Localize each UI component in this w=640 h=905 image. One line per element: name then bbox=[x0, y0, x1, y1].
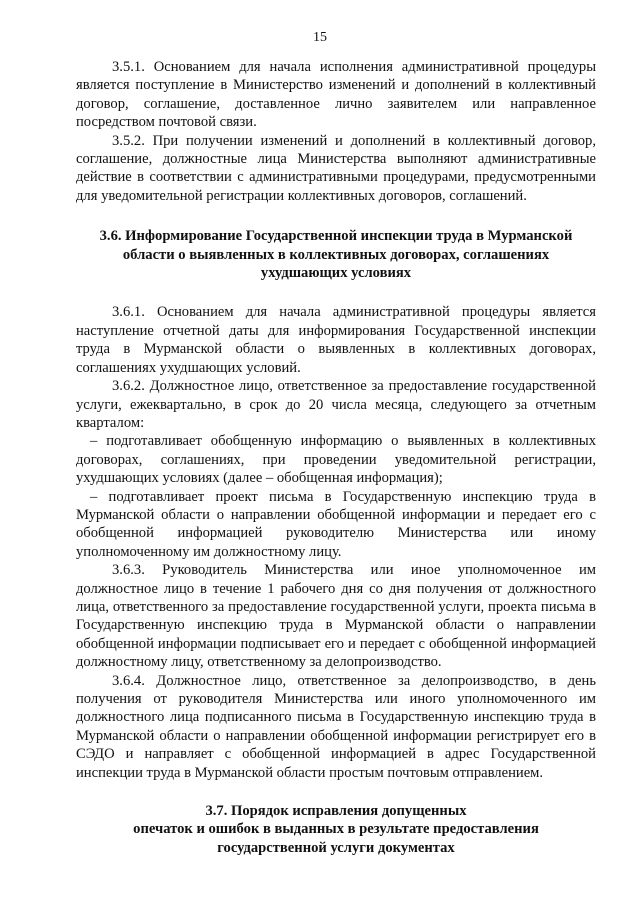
heading-line: ухудшающих условиях bbox=[260, 265, 412, 282]
paragraph-3-6-2: 3.6.2. Должностное лицо, ответственное за предоставление государственной услуги, ежеквартально, в срок до 20 числа месяца, следующего за отчетным кварталом: bbox=[76, 378, 596, 431]
heading-line: области о выявленных в коллективных договорах, соглашениях bbox=[122, 246, 550, 263]
page-number: 15 bbox=[313, 30, 327, 45]
document-body bbox=[76, 58, 596, 857]
heading-line: государственной услуги документах bbox=[217, 839, 455, 856]
paragraph-3-5-2: 3.5.2. При получении изменений и дополнений в коллективный договор, соглашение, должностные лица Министерства выполняют административные действие в соответствии с административными процедурами, предусмотренными для уведомительной регистрации коллективных договоров, соглашений. bbox=[76, 132, 596, 204]
section-heading-3-6 bbox=[76, 227, 596, 282]
paragraph-3-5-1: 3.5.1. Основанием для начала исполнения административной процедуры является поступление в Министерство изменений и дополнений в коллективный договор, соглашение, доставленное лично заявителем или направленное посредством почтовой связи. bbox=[76, 59, 596, 131]
list-item: – подготавливает проект письма в Государственную инспекцию труда в Мурманской области о направлении обобщенной информации и передает его с обобщенной информацией руководителю Министерства или иному уполномоченному им должностному лицу. bbox=[76, 488, 596, 560]
list-item: – подготавливает обобщенную информацию о выявленных в коллективных договорах, соглашениях, при проведении уведомительной регистрации, ухудшающих условиях (далее – обобщенная информация); bbox=[76, 433, 596, 487]
heading-line: 3.7. Порядок исправления допущенных bbox=[205, 803, 467, 820]
heading-line: 3.6. Информирование Государственной инспекции труда в Мурманской bbox=[99, 228, 573, 245]
section-heading-3-7 bbox=[76, 802, 596, 857]
heading-line: опечаток и ошибок в выданных в результате предоставления bbox=[133, 821, 539, 838]
paragraph-3-6-3: 3.6.3. Руководитель Министерства или иное уполномоченное им должностное лицо в течение 1 рабочего дня со дня получения от должностного лица, ответственного за предоставление государственной услуги, проекта письма в Государственную инспекцию труда в Мурманской области о направлении обобщенной информации подписывает его и передает с обобщенной информацией должностному лицу, ответственному за делопроизводство. bbox=[76, 562, 596, 671]
paragraph-3-6-4: 3.6.4. Должностное лицо, ответственное за делопроизводство, в день получения от руководителя Министерства или иного уполномоченного им должностного лица подписанного письма в Государственную инспекцию труда в Мурманской области о направлении обобщенной информации регистрирует его в СЭДО и направляет с обобщенной информацией в адрес Государственной инспекции труда в Мурманской области простым почтовым отправлением. bbox=[76, 672, 596, 781]
paragraph-3-6-1: 3.6.1. Основанием для начала административной процедуры является наступление отчетной даты для информирования Государственной инспекции труда в Мурманской области о выявленных в коллективных договорах, соглашениях ухудшающих условий. bbox=[76, 304, 596, 376]
